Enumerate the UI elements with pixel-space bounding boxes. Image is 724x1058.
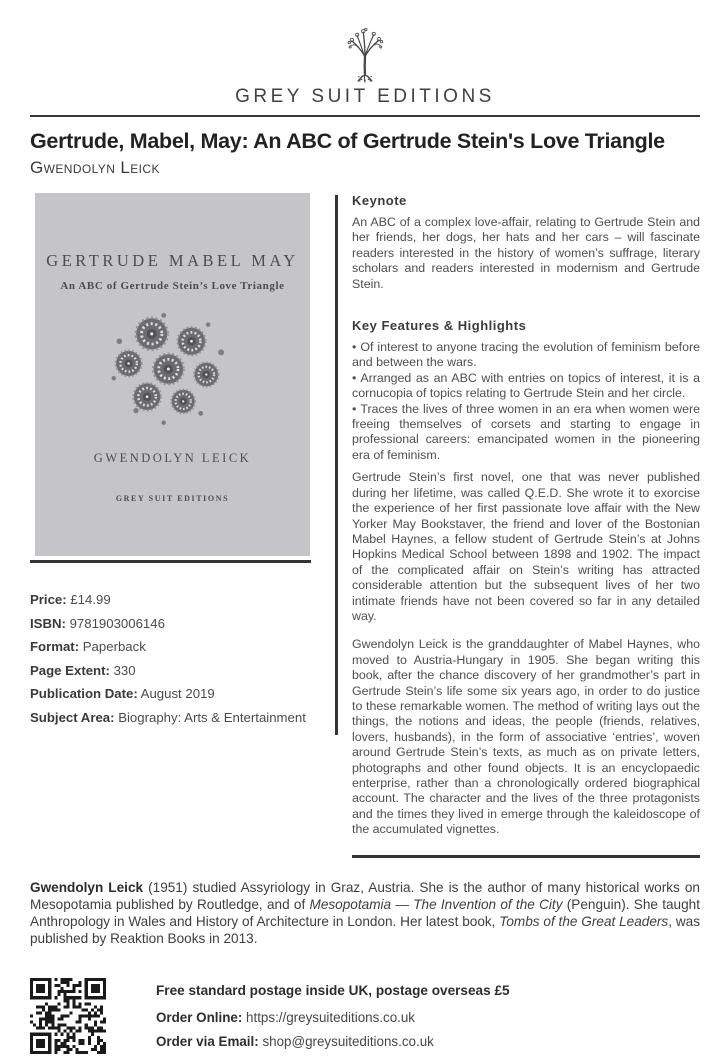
detail-value: £14.99 (70, 592, 111, 607)
right-column (352, 193, 700, 858)
feature-text: Traces the lives of three women in an era when women were freeing themselves of corsets and starting to engage in professional careers: emancipated women in the pioneering era of feminism. (352, 401, 700, 462)
cover-publisher: GREY SUIT EDITIONS (115, 494, 230, 503)
detail-row-publication-date (30, 686, 335, 701)
detail-value: Biography: Arts & Entertainment (118, 709, 306, 725)
detail-row-page-extent (30, 663, 335, 678)
qr-code (30, 978, 106, 1054)
bio-text: , was published by Reaktion Books in 2013. (30, 913, 701, 946)
bio-author-name: Gwendolyn Leick (30, 879, 144, 895)
main-content (30, 193, 700, 858)
cover-author: GWENDOLYN LEICK (93, 451, 252, 465)
cover-flower-image (99, 304, 247, 434)
feature-item (352, 402, 700, 464)
description-paragraph-2: Gwendolyn Leick is the granddaughter of Mabel Haynes, who moved to Austria-Hungary in 1905. She began writing this book, after the chance discovery of her grandmother’s part in Gertrude Stein’s life some six years ago, in order to do justice to these remarkable women. The method of writing lays out the things, the notions and ideas, the people (friends, relatives, lovers, husbands), in the form of associative ‘entries’, woven around Gertrude Stein’s texts, as much as on private letters, photographs and other found objects. It is an encyclopaedic enterprise, rather than a chronologically ordered biographical account. The character and the lives of the three protagonists and the times they lived in emerge through the kaleidoscope of the accumulated vignettes. (352, 637, 700, 837)
postage-note: Free standard postage inside UK, postage overseas £5 (156, 982, 510, 998)
book-details (30, 592, 335, 725)
detail-label: Page Extent: (30, 662, 110, 678)
feature-text: Of interest to anyone tracing the evolution of feminism before and between the wars. (352, 340, 700, 370)
features-heading: Key Features & Highlights (352, 318, 527, 334)
footer (30, 978, 700, 1058)
detail-label: Subject Area: (30, 709, 115, 725)
order-online-label: Order Online: (156, 1009, 243, 1025)
bio-text: (1951) studied Assyriology in Graz, Austria. She is the author of many historical works on Mesopotamia published by Routledge, and of (30, 879, 700, 912)
detail-value: August 2019 (140, 686, 215, 701)
feature-item (352, 340, 700, 371)
publisher-tree-logo-icon (337, 24, 393, 84)
bio-text: (Penguin). She taught Anthropology in Wales and History of Architecture in London. Her latest book, (30, 896, 700, 929)
bullet-icon: • (352, 370, 357, 385)
keynote-text: An ABC of a complex love-affair, relating to Gertrude Stein and her friends, her dogs, her hats and her cars – will fascinate readers interested in the history of women’s suffrage, literary scholars and readers interested in modernism and Gertrude Stein. (352, 215, 700, 291)
bio-book-title: Tombs of the Great Leaders (499, 913, 669, 929)
detail-row-subject-area (30, 710, 335, 725)
publisher-name: GREY SUIT EDITIONS (235, 86, 495, 107)
order-email-label: Order via Email: (156, 1033, 259, 1049)
detail-value: Paperback (82, 639, 146, 654)
author-bio (30, 879, 700, 947)
order-email-link[interactable]: shop@greysuiteditions.co.uk (262, 1033, 434, 1049)
description-paragraph-1: Gertrude Stein’s first novel, one that was never published during her lifetime, was called Q.E.D. She wrote it to exorcise the experience of her first passionate love affair with the New Yorker May Bookstaver, the friend and lover of the Bostonian Mabel Haynes, a fellow student of Gertrude Stein’s at Johns Hopkins Medical School between 1898 and 1902. The impact of the complicated affair on Stein’s writing has attracted considerable attention but the subsequent lives of her two intimate friends have not been covered so far in any detailed way. (352, 470, 700, 623)
left-column-rule (30, 560, 311, 563)
page-title: Gertrude, Mabel, May: An ABC of Gertrude Stein's Love Triangle (30, 129, 665, 153)
header (30, 24, 700, 117)
cover-title: GERTRUDE MABEL MAY (46, 251, 299, 270)
detail-row-isbn (30, 616, 335, 631)
order-online-line (156, 1010, 510, 1025)
detail-label: ISBN: (30, 615, 66, 631)
order-email-line (156, 1034, 510, 1049)
order-online-link[interactable]: https://greysuiteditions.co.uk (246, 1009, 416, 1025)
bullet-icon: • (352, 401, 357, 416)
column-divider (335, 195, 338, 735)
detail-label: Publication Date: (30, 686, 138, 701)
keynote-heading: Keynote (352, 193, 407, 208)
detail-label: Price: (30, 592, 67, 607)
detail-row-format (30, 639, 335, 654)
detail-label: Format: (30, 639, 80, 654)
feature-text: Arranged as an ABC with entries on topics of interest, it is a cornucopia of topics relating to Gertrude Stein and her circle. (352, 370, 700, 401)
right-column-rule (352, 855, 700, 858)
features-list (352, 340, 700, 463)
feature-item (352, 371, 700, 402)
detail-row-price (30, 592, 335, 607)
book-cover (35, 193, 310, 556)
bio-book-title: Mesopotamia — The Invention of the City (309, 896, 563, 912)
detail-value: 330 (113, 662, 136, 678)
cover-subtitle: An ABC of Gertrude Stein’s Love Triangle (60, 280, 285, 292)
author-name: Gwendolyn Leick (30, 158, 160, 177)
ordering-info (156, 978, 510, 1058)
left-column (30, 193, 335, 858)
detail-value: 9781903006146 (69, 615, 165, 631)
header-rule (30, 115, 700, 117)
bullet-icon: • (352, 340, 357, 355)
